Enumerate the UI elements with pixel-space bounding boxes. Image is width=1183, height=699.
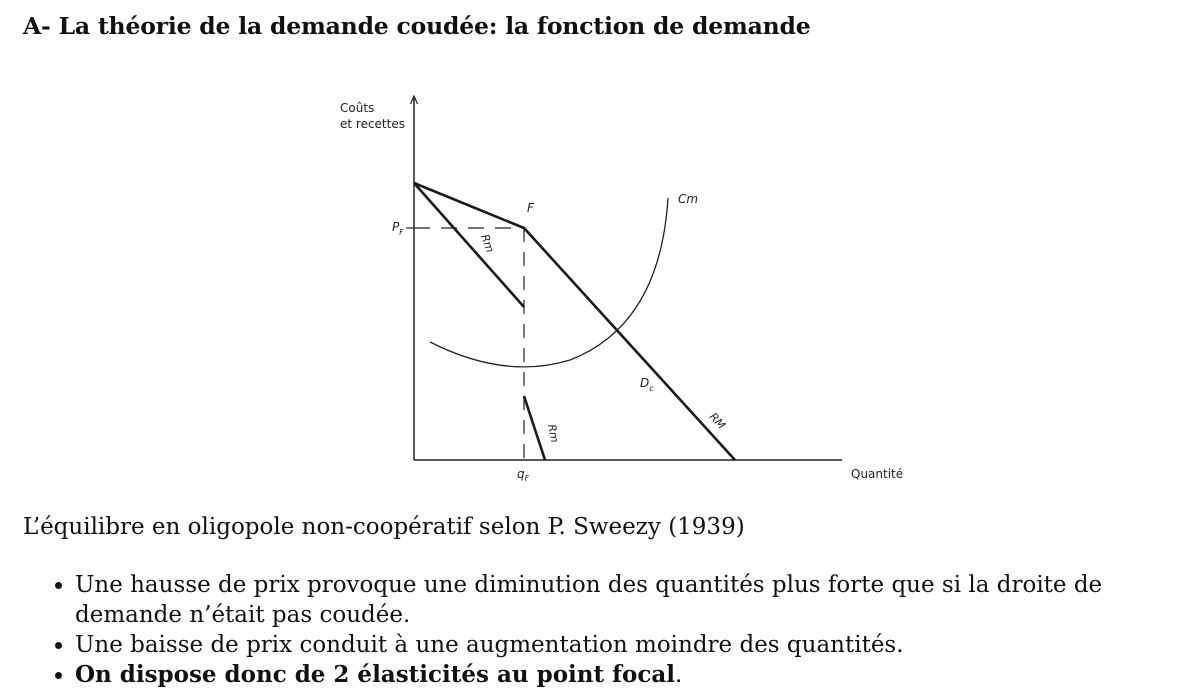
marginal-cost-curve: [430, 198, 668, 367]
marginal-revenue-upper: [414, 183, 524, 307]
x-axis-label: Quantité: [851, 467, 904, 481]
qty-label: $q_F$: [517, 467, 529, 483]
price-label: $P_F$: [392, 220, 404, 237]
bullet-list: [51, 570, 1183, 690]
mc-label: Cm: [678, 192, 699, 206]
marginal-revenue-lower-label: Rm: [545, 423, 562, 444]
marginal-revenue-upper-label: Rm: [478, 232, 497, 255]
list-item: • Une hausse de prix provoque une diminution des quantités plus forte que si la droite de demande n’était pas coudée.: [75, 570, 1183, 630]
bold-conclusion: On dispose donc de 2 élasticités au point focal: [75, 661, 675, 688]
intro-text: L’équilibre en oligopole non-coopératif selon P. Sweezy (1939): [23, 514, 745, 540]
list-item: • Une baisse de prix conduit à une augmentation moindre des quantités.: [75, 630, 1183, 660]
section-heading: A- La théorie de la demande coudée: la fonction de demande: [23, 12, 811, 40]
list-item: [75, 660, 1183, 690]
conclusion-tail: .: [675, 662, 683, 688]
kinked-demand-diagram: [330, 92, 930, 492]
demand-curve-kinked: [414, 183, 735, 460]
y-axis-label-line2: et recettes: [340, 117, 405, 131]
demand-label: $D_c$: [640, 376, 654, 393]
marginal-revenue-lower: [524, 396, 545, 460]
y-axis-label-line1: Coûts: [340, 101, 375, 115]
focal-point-label: F: [527, 201, 534, 215]
avg-revenue-label: RM: [706, 410, 728, 432]
